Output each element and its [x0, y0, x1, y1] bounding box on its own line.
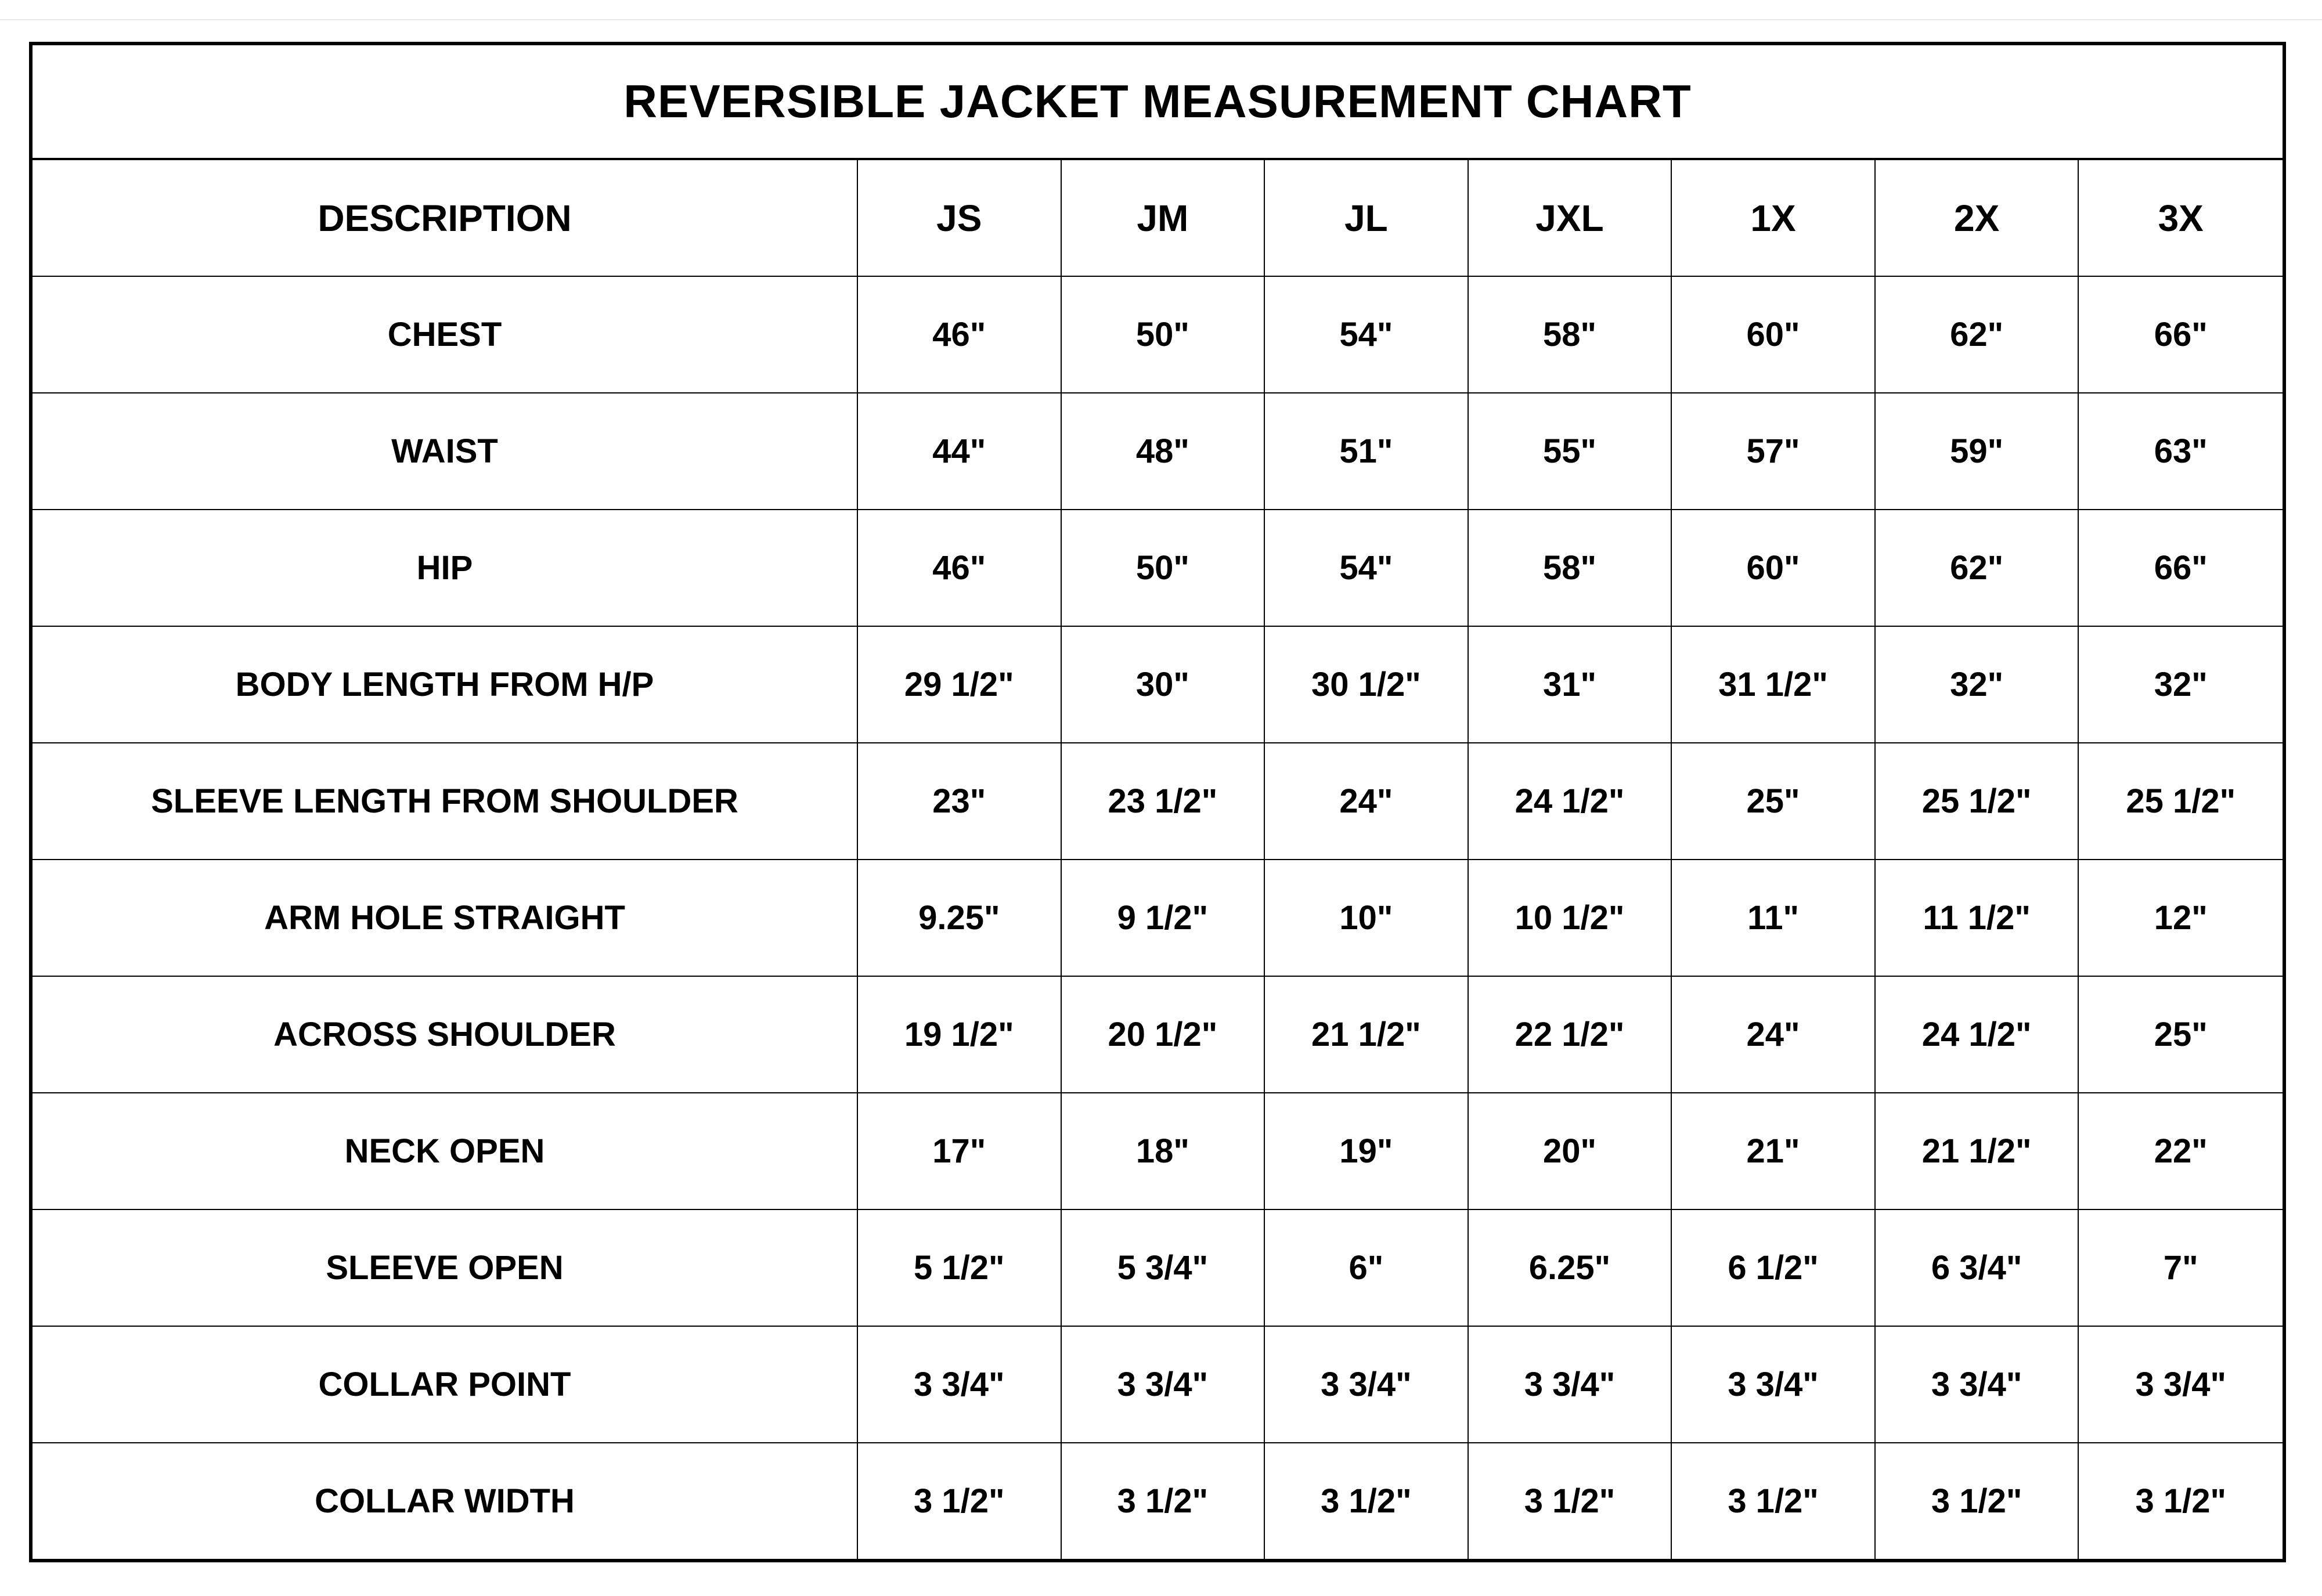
measurement-cell: 19 1/2"	[858, 977, 1062, 1093]
measurement-cell: 30 1/2"	[1265, 627, 1469, 743]
chart-title: REVERSIBLE JACKET MEASUREMENT CHART	[623, 75, 1692, 127]
measurement-cell: 6 3/4"	[1876, 1210, 2079, 1327]
column-header-jxl: JXL	[1469, 160, 1672, 277]
measurement-cell: 10 1/2"	[1469, 860, 1672, 977]
measurement-cell: 66"	[2079, 510, 2283, 627]
measurement-cell: 12"	[2079, 860, 2283, 977]
measurement-cell: 3 1/2"	[858, 1443, 1062, 1559]
row-label: NECK OPEN	[33, 1093, 858, 1210]
row-label: SLEEVE LENGTH FROM SHOULDER	[33, 743, 858, 860]
measurement-cell: 19"	[1265, 1093, 1469, 1210]
measurement-cell: 30"	[1062, 627, 1265, 743]
measurement-cell: 62"	[1876, 510, 2079, 627]
measurement-cell: 25"	[2079, 977, 2283, 1093]
column-header-jm: JM	[1062, 160, 1265, 277]
measurement-cell: 17"	[858, 1093, 1062, 1210]
measurement-cell: 3 3/4"	[858, 1327, 1062, 1443]
measurement-cell: 25 1/2"	[1876, 743, 2079, 860]
measurement-cell: 3 1/2"	[1265, 1443, 1469, 1559]
row-label: COLLAR WIDTH	[33, 1443, 858, 1559]
measurement-cell: 3 1/2"	[2079, 1443, 2283, 1559]
measurement-cell: 3 1/2"	[1876, 1443, 2079, 1559]
measurement-cell: 5 1/2"	[858, 1210, 1062, 1327]
measurement-cell: 18"	[1062, 1093, 1265, 1210]
measurement-cell: 3 3/4"	[1469, 1327, 1672, 1443]
measurement-cell: 3 1/2"	[1062, 1443, 1265, 1559]
measurement-cell: 9.25"	[858, 860, 1062, 977]
measurement-cell: 3 1/2"	[1672, 1443, 1876, 1559]
measurement-cell: 3 1/2"	[1469, 1443, 1672, 1559]
measurement-cell: 46"	[858, 510, 1062, 627]
measurement-cell: 44"	[858, 393, 1062, 510]
measurement-cell: 24 1/2"	[1469, 743, 1672, 860]
measurement-cell: 21 1/2"	[1876, 1093, 2079, 1210]
row-label: WAIST	[33, 393, 858, 510]
measurement-cell: 57"	[1672, 393, 1876, 510]
measurement-cell: 31"	[1469, 627, 1672, 743]
measurement-cell: 23 1/2"	[1062, 743, 1265, 860]
measurement-cell: 29 1/2"	[858, 627, 1062, 743]
measurement-cell: 3 3/4"	[2079, 1327, 2283, 1443]
measurement-chart-table	[29, 42, 2286, 1562]
column-header-3x: 3X	[2079, 160, 2283, 277]
row-label: CHEST	[33, 277, 858, 393]
measurement-cell: 24 1/2"	[1876, 977, 2079, 1093]
measurement-cell: 6"	[1265, 1210, 1469, 1327]
measurement-cell: 32"	[1876, 627, 2079, 743]
row-label: COLLAR POINT	[33, 1327, 858, 1443]
row-label: ACROSS SHOULDER	[33, 977, 858, 1093]
measurement-cell: 22"	[2079, 1093, 2283, 1210]
measurement-cell: 22 1/2"	[1469, 977, 1672, 1093]
measurement-cell: 58"	[1469, 510, 1672, 627]
measurement-cell: 48"	[1062, 393, 1265, 510]
measurement-cell: 25 1/2"	[2079, 743, 2283, 860]
column-header-js: JS	[858, 160, 1062, 277]
measurement-cell: 51"	[1265, 393, 1469, 510]
measurement-cell: 46"	[858, 277, 1062, 393]
column-header-jl: JL	[1265, 160, 1469, 277]
measurement-cell: 25"	[1672, 743, 1876, 860]
measurement-cell: 3 3/4"	[1062, 1327, 1265, 1443]
measurement-cell: 24"	[1672, 977, 1876, 1093]
measurement-cell: 24"	[1265, 743, 1469, 860]
column-header-description: DESCRIPTION	[33, 160, 858, 277]
measurement-cell: 3 3/4"	[1265, 1327, 1469, 1443]
measurement-cell: 62"	[1876, 277, 2079, 393]
measurement-cell: 66"	[2079, 277, 2283, 393]
chart-title-row	[33, 45, 2283, 160]
measurement-cell: 54"	[1265, 510, 1469, 627]
measurement-cell: 55"	[1469, 393, 1672, 510]
measurement-cell: 31 1/2"	[1672, 627, 1876, 743]
measurement-cell: 10"	[1265, 860, 1469, 977]
row-label: BODY LENGTH FROM H/P	[33, 627, 858, 743]
measurement-cell: 20"	[1469, 1093, 1672, 1210]
measurement-cell: 3 3/4"	[1672, 1327, 1876, 1443]
measurement-cell: 6 1/2"	[1672, 1210, 1876, 1327]
measurement-cell: 59"	[1876, 393, 2079, 510]
measurement-cell: 60"	[1672, 277, 1876, 393]
measurement-cell: 7"	[2079, 1210, 2283, 1327]
measurement-cell: 21 1/2"	[1265, 977, 1469, 1093]
measurement-cell: 50"	[1062, 277, 1265, 393]
measurement-cell: 54"	[1265, 277, 1469, 393]
measurement-cell: 23"	[858, 743, 1062, 860]
measurement-cell: 11 1/2"	[1876, 860, 2079, 977]
column-header-2x: 2X	[1876, 160, 2079, 277]
measurement-cell: 9 1/2"	[1062, 860, 1265, 977]
measurement-cell: 3 3/4"	[1876, 1327, 2079, 1443]
measurement-cell: 32"	[2079, 627, 2283, 743]
chart-grid	[33, 160, 2283, 1559]
measurement-cell: 60"	[1672, 510, 1876, 627]
measurement-cell: 21"	[1672, 1093, 1876, 1210]
row-label: ARM HOLE STRAIGHT	[33, 860, 858, 977]
row-label: SLEEVE OPEN	[33, 1210, 858, 1327]
measurement-cell: 20 1/2"	[1062, 977, 1265, 1093]
measurement-cell: 50"	[1062, 510, 1265, 627]
measurement-cell: 5 3/4"	[1062, 1210, 1265, 1327]
row-label: HIP	[33, 510, 858, 627]
measurement-cell: 58"	[1469, 277, 1672, 393]
measurement-cell: 11"	[1672, 860, 1876, 977]
column-header-1x: 1X	[1672, 160, 1876, 277]
top-divider-line	[0, 19, 2322, 20]
measurement-cell: 6.25"	[1469, 1210, 1672, 1327]
measurement-cell: 63"	[2079, 393, 2283, 510]
